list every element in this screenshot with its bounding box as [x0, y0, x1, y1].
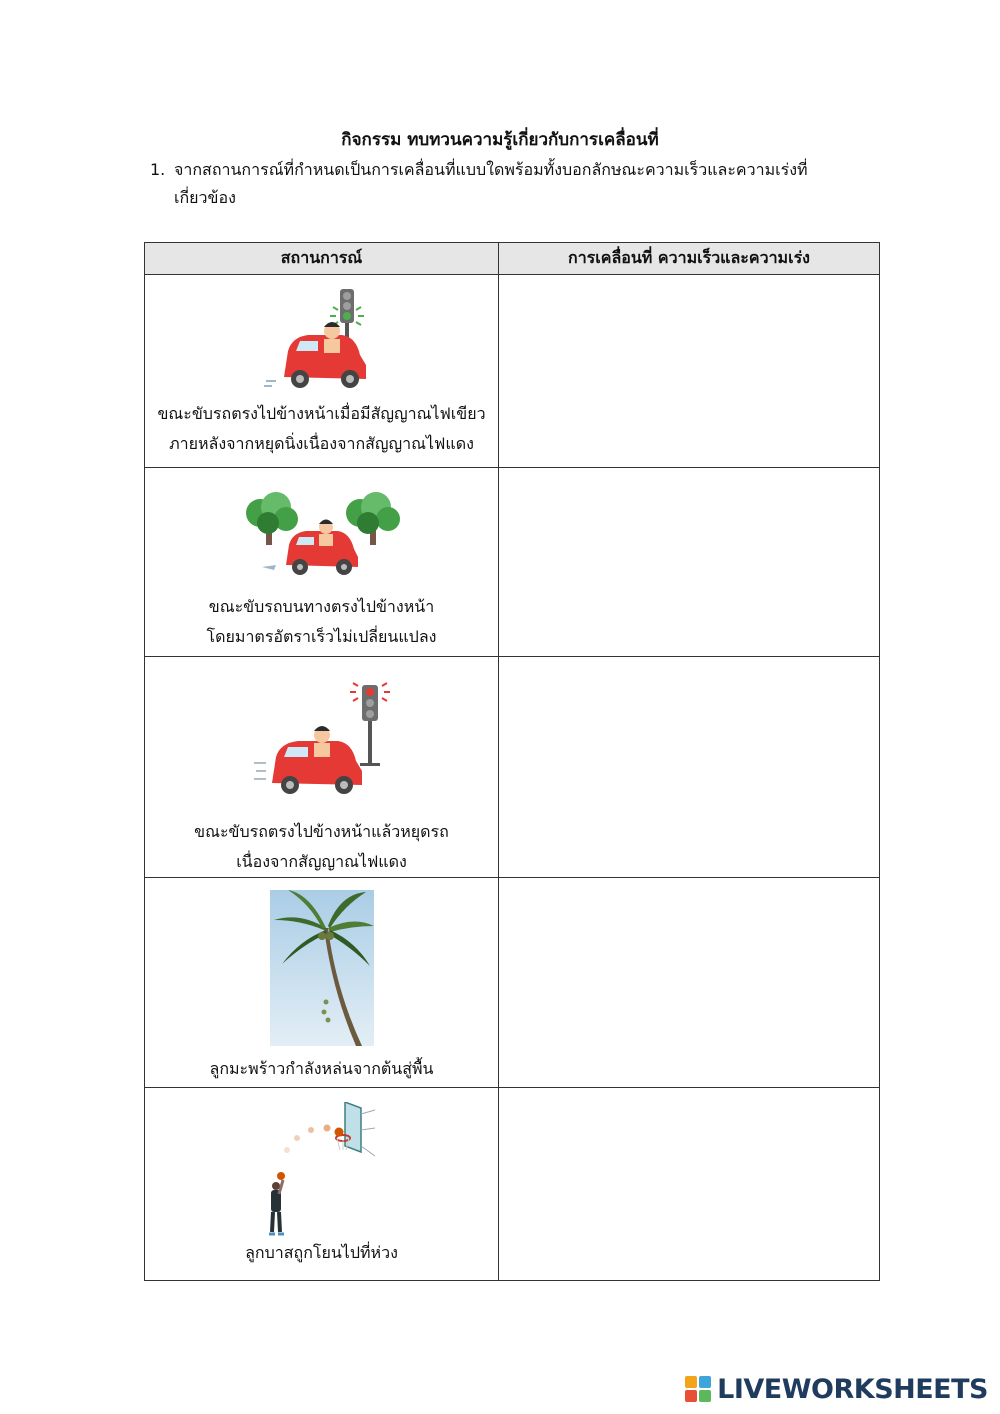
answer-cell[interactable] — [499, 1088, 880, 1281]
header-answer: การเคลื่อนที่ ความเร็วและความเร่ง — [499, 243, 880, 275]
logo-square-icon — [699, 1376, 711, 1388]
scenario-cell — [145, 878, 499, 1088]
liveworksheets-logo — [685, 1372, 988, 1406]
coconut-tree-photo — [270, 890, 374, 1046]
scenario-caption-line-2: โดยมาตรอัตราเร็วไม่เปลี่ยนแปลง — [206, 627, 437, 646]
scenario-cell — [145, 657, 499, 878]
page-title: กิจกรรม ทบทวนความรู้เกี่ยวกับการเคลื่อนที่ — [341, 130, 659, 150]
scenario-cell — [145, 468, 499, 657]
scenario-caption-line-1: ลูกมะพร้าวกำลังหล่นจากต้นสู่พื้น — [209, 1059, 434, 1078]
logo-square-icon — [699, 1390, 711, 1402]
table-row — [145, 275, 880, 468]
scenario-cell — [145, 1088, 499, 1281]
scenario-caption-line-2: ภายหลังจากหยุดนิ่งเนื่องจากสัญญาณไฟแดง — [169, 434, 474, 453]
logo-square-icon — [685, 1390, 697, 1402]
scenario-caption-line-1: ขณะขับรถตรงไปข้างหน้าแล้วหยุดรถ — [194, 822, 449, 841]
question-1 — [150, 156, 850, 212]
scenario-caption-line-1: ขณะขับรถบนทางตรงไปข้างหน้า — [208, 597, 435, 616]
car-trees-icon — [242, 483, 402, 578]
logo-square-icon — [685, 1376, 697, 1388]
scenario-caption-line-2: เนื่องจากสัญญาณไฟแดง — [236, 852, 407, 871]
logo-text: LIVEWORKSHEETS — [717, 1373, 988, 1405]
table-row — [145, 878, 880, 1088]
answer-cell[interactable] — [499, 468, 880, 657]
logo-mark-icon — [685, 1376, 711, 1402]
car-green-light-icon — [262, 285, 382, 395]
car-red-light-icon — [252, 679, 392, 799]
table-row — [145, 657, 880, 878]
scenario-caption-line-1: ลูกบาสถูกโยนไปที่ห่วง — [245, 1243, 398, 1262]
answer-cell[interactable] — [499, 878, 880, 1088]
answer-cell[interactable] — [499, 275, 880, 468]
question-text: จากสถานการณ์ที่กำหนดเป็นการเคลื่อนที่แบบใดพร้อมทั้งบอกลักษณะความเร็วและความเร่งที่เกี่ยวข้อง — [174, 160, 808, 207]
header-scenario: สถานการณ์ — [145, 243, 499, 275]
table-row — [145, 468, 880, 657]
table-row — [145, 1088, 880, 1281]
basketball-throw-icon — [267, 1102, 377, 1238]
scenario-caption-line-1: ขณะขับรถตรงไปข้างหน้าเมื่อมีสัญญาณไฟเขียว — [157, 404, 486, 423]
answer-cell[interactable] — [499, 657, 880, 878]
worksheet-table — [144, 242, 880, 1281]
scenario-cell — [145, 275, 499, 468]
question-number: 1. — [150, 160, 166, 179]
table-header-row — [145, 243, 880, 275]
